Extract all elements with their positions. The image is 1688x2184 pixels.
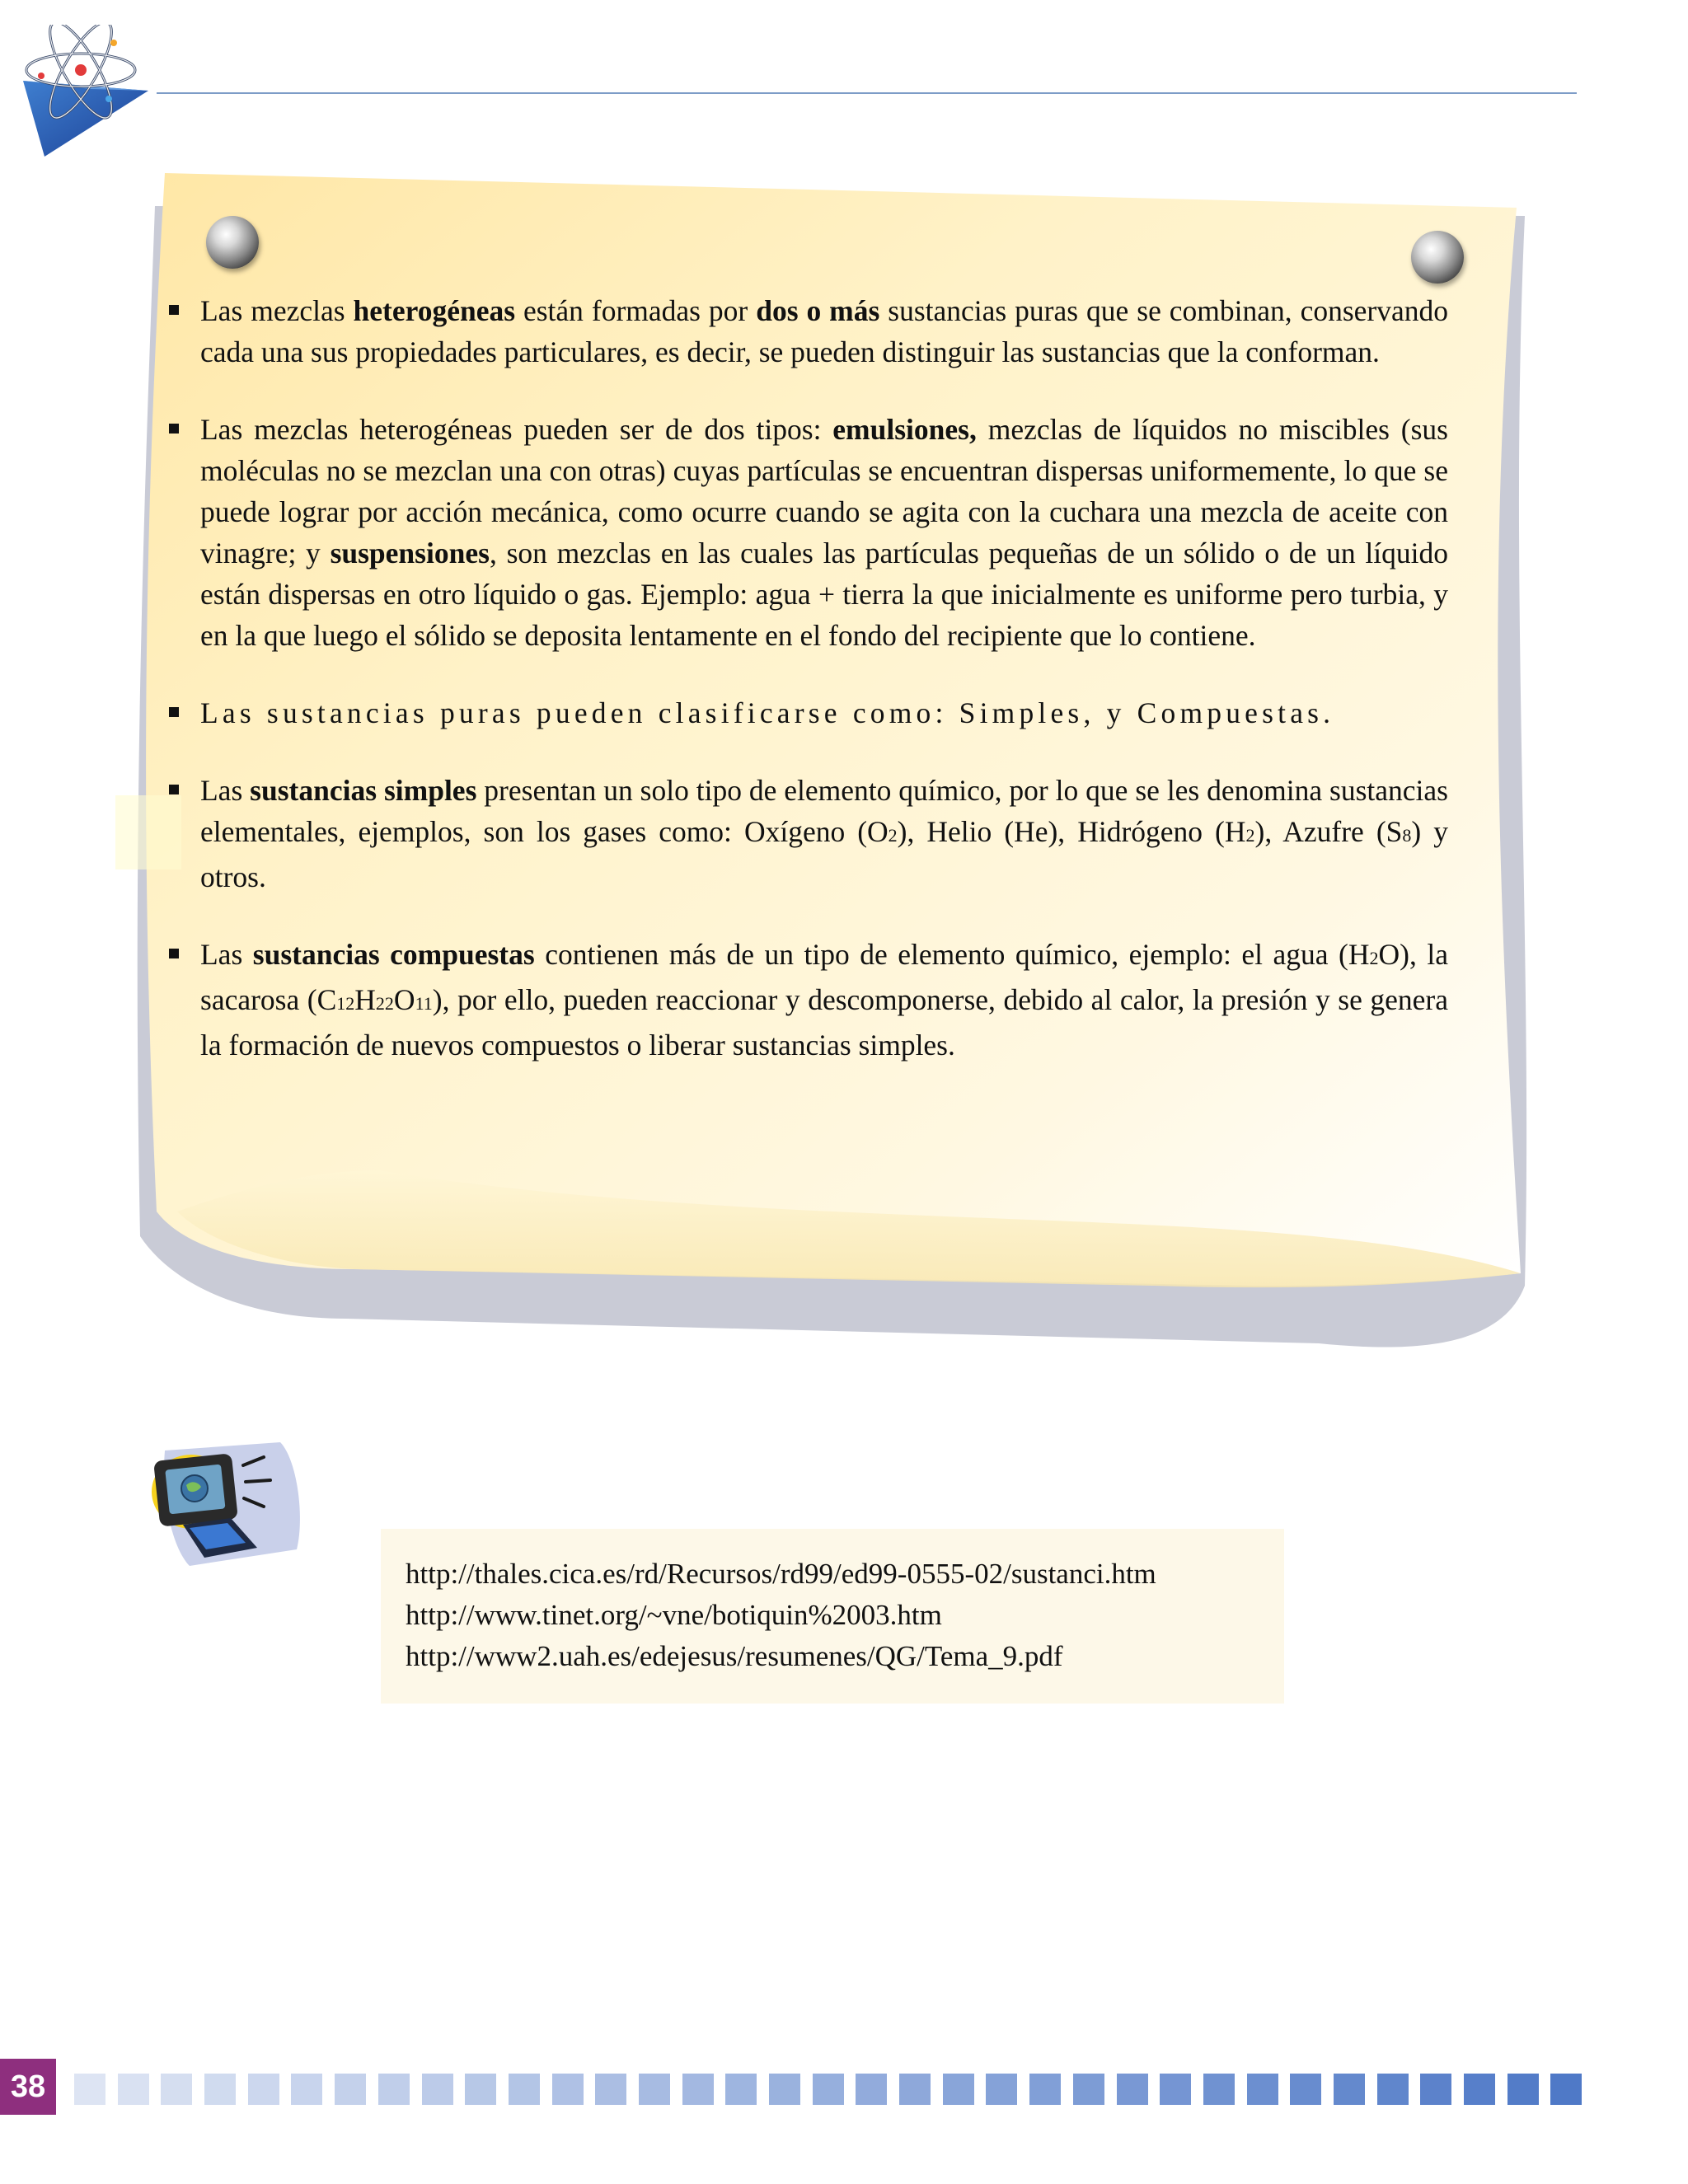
footer-square	[1377, 2074, 1409, 2105]
text: Las sustancias puras pueden clasificarse como: Simples, y Compuestas.	[200, 696, 1335, 729]
bullet-square-icon	[169, 424, 179, 434]
text: ), Helio (He), Hidrógeno (H	[897, 815, 1246, 848]
footer-square	[465, 2074, 496, 2105]
text: Las	[200, 774, 251, 807]
text: H	[354, 983, 376, 1016]
footer-square	[595, 2074, 626, 2105]
footer-square	[1029, 2074, 1061, 2105]
bold-term: suspensiones	[330, 537, 490, 569]
subscript: 12	[336, 993, 355, 1014]
bullet-item-simples	[169, 770, 1448, 898]
bold-term: sustancias compuestas	[252, 938, 535, 971]
footer-square	[74, 2074, 106, 2105]
footer-square	[1290, 2074, 1321, 2105]
footer-square	[118, 2074, 149, 2105]
push-pin-left-icon	[206, 216, 259, 269]
bullet-item-clasificacion	[169, 692, 1448, 733]
links-box	[381, 1529, 1284, 1704]
text: ), Azufre (S	[1254, 815, 1403, 848]
page-number-badge: 38	[0, 2059, 56, 2115]
footer-square	[1073, 2074, 1104, 2105]
footer-square	[378, 2074, 410, 2105]
text: , son mezclas en las cuales las partículas pequeñas de un sólido o de un líquido están dispersas en otro líquido o gas. Ejemplo: agua + tierra la que inicialmente es uniforme pero turbia, y en la que luego el sólido se deposita lentamente en el fondo del recipiente que lo contiene.	[200, 537, 1448, 652]
footer-square	[1334, 2074, 1365, 2105]
bullet-square-icon	[169, 305, 179, 315]
text: contienen más de un tipo de elemento químico, ejemplo: el agua (H	[534, 938, 1370, 971]
bullet-square-icon	[169, 785, 179, 794]
footer-square	[291, 2074, 322, 2105]
footer-square	[769, 2074, 800, 2105]
footer-square	[1464, 2074, 1495, 2105]
text: sustancias puras que se combinan, conservando cada una sus propiedades particulares, es decir, se pueden distinguir las sustancias que la conforman.	[200, 294, 1449, 368]
footer-square	[943, 2074, 974, 2105]
text: O	[393, 983, 415, 1016]
subscript: 2	[888, 825, 898, 846]
footer-square	[161, 2074, 192, 2105]
bullet-item-tipos	[169, 409, 1448, 656]
subscript: 22	[375, 993, 394, 1014]
footer-square	[248, 2074, 279, 2105]
text: mezclas de líquidos no miscibles (sus moléculas no se mezclan una con otras) cuyas partículas se encuentran dispersas uniformemente, lo que se puede lograr por acción mecánica, como ocurre cuando se agita con la cuchara una mezcla de aceite con vinagre; y	[200, 413, 1448, 569]
text: ) y otros.	[200, 815, 1448, 893]
bold-term: dos o más	[756, 294, 880, 327]
bullet-square-icon	[169, 707, 179, 717]
footer-square	[813, 2074, 844, 2105]
footer-square	[682, 2074, 714, 2105]
link-tinet-botiquin[interactable]: http://www.tinet.org/~vne/botiquin%2003.htm	[406, 1599, 942, 1631]
bullet-square-icon	[169, 949, 179, 958]
footer-square	[1550, 2074, 1582, 2105]
footer-squares	[74, 2074, 1582, 2105]
footer-square	[856, 2074, 887, 2105]
footer-square	[899, 2074, 931, 2105]
text: Las mezclas heterogéneas pueden ser de dos tipos:	[200, 413, 833, 446]
bold-term: emulsiones,	[832, 413, 977, 446]
bullet-item-compuestas	[169, 934, 1448, 1066]
footer-square	[1507, 2074, 1539, 2105]
text: presentan un solo tipo de elemento químico, por lo que se les denomina sustancias elementales, ejemplos, son los gases como: Oxígeno (O	[200, 774, 1448, 848]
footer-square	[422, 2074, 453, 2105]
footer-square	[1420, 2074, 1451, 2105]
subscript: 11	[415, 993, 433, 1014]
computer-monitor-icon	[140, 1434, 313, 1574]
footer-square	[552, 2074, 584, 2105]
text: están formadas por	[515, 294, 757, 327]
footer-square	[1117, 2074, 1148, 2105]
subscript: 2	[1245, 825, 1255, 846]
text: Las	[200, 938, 253, 971]
footer-square	[1160, 2074, 1191, 2105]
note-content	[169, 290, 1448, 1102]
footer-square	[1203, 2074, 1235, 2105]
bold-term: heterogéneas	[353, 294, 516, 327]
link-thales-sustancias[interactable]: http://thales.cica.es/rd/Recursos/rd99/ed99-0555-02/sustanci.htm	[406, 1558, 1156, 1590]
footer-square	[725, 2074, 757, 2105]
bold-term: sustancias simples	[250, 774, 477, 807]
footer-square	[509, 2074, 540, 2105]
push-pin-right-icon	[1411, 231, 1464, 284]
subscript: 8	[1402, 825, 1412, 846]
footer-square	[1247, 2074, 1278, 2105]
text: O), la sacarosa (C	[200, 938, 1448, 1016]
footer-square	[204, 2074, 236, 2105]
footer-square	[639, 2074, 670, 2105]
text: ), por ello, pueden reaccionar y descomponerse, debido al calor, la presión y se genera la formación de nuevos compuestos o liberar sustancias simples.	[200, 983, 1448, 1062]
footer-square	[986, 2074, 1017, 2105]
subscript: 2	[1369, 948, 1379, 968]
link-uah-tema9[interactable]: http://www2.uah.es/edejesus/resumenes/QG/Tema_9.pdf	[406, 1640, 1063, 1672]
bullet-item-heterogeneas	[169, 290, 1448, 373]
text: Las mezclas	[200, 294, 354, 327]
footer-square	[335, 2074, 366, 2105]
